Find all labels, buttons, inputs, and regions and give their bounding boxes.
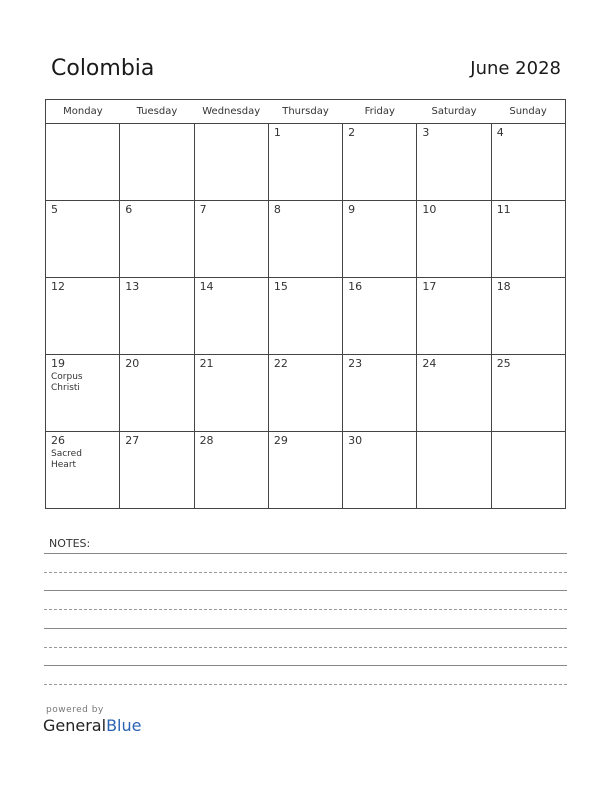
- calendar-day-cell: [491, 124, 565, 201]
- calendar-day-cell: [120, 124, 194, 201]
- day-number: 13: [125, 280, 140, 293]
- weekday-header: Thursday: [268, 100, 342, 124]
- weekday-header: Friday: [343, 100, 417, 124]
- calendar-day-cell: [120, 278, 194, 355]
- calendar-month-year: June 2028: [470, 58, 561, 79]
- calendar-day-cell: [417, 201, 491, 278]
- day-number: 2: [348, 126, 356, 139]
- calendar-day-cell: [268, 278, 342, 355]
- weekday-header: Monday: [46, 100, 120, 124]
- weekday-header-row: [46, 100, 566, 124]
- notes-line: [44, 684, 567, 685]
- calendar-day-cell: [194, 355, 268, 432]
- calendar-day-cell: [343, 278, 417, 355]
- day-number: 11: [496, 203, 511, 216]
- day-number: 15: [273, 280, 288, 293]
- calendar-grid: [45, 99, 566, 509]
- day-number: 30: [348, 434, 363, 447]
- calendar-day-cell: [343, 201, 417, 278]
- notes-line: [44, 665, 567, 666]
- day-number: 7: [199, 203, 207, 216]
- day-number: 19: [51, 357, 65, 370]
- notes-line: [44, 553, 567, 554]
- calendar-day-cell: [194, 278, 268, 355]
- weekday-header: Tuesday: [120, 100, 194, 124]
- calendar-day-cell: [491, 278, 565, 355]
- calendar-day-cell: [491, 432, 565, 509]
- holiday-label: Sacred Heart: [51, 449, 82, 470]
- calendar-day-cell: [194, 124, 268, 201]
- calendar-day-cell: [268, 124, 342, 201]
- calendar-week-row: [46, 278, 566, 355]
- day-number: 8: [273, 203, 281, 216]
- calendar-week-row: [46, 201, 566, 278]
- calendar-day-cell: [46, 124, 120, 201]
- day-number: 3: [422, 126, 430, 139]
- calendar-day-cell: [417, 432, 491, 509]
- powered-by-text: powered by: [46, 705, 104, 715]
- day-number: 24: [422, 357, 437, 370]
- day-number: 21: [199, 357, 214, 370]
- day-number: 1: [273, 126, 281, 139]
- calendar-day-cell: [491, 355, 565, 432]
- weekday-header: Wednesday: [194, 100, 268, 124]
- day-number: 16: [348, 280, 363, 293]
- notes-line: [44, 628, 567, 629]
- notes-label: NOTES:: [49, 537, 91, 550]
- calendar-day-cell: [120, 201, 194, 278]
- day-number: 28: [199, 434, 214, 447]
- notes-line: [44, 647, 567, 648]
- calendar-day-cell: [46, 278, 120, 355]
- day-number: 26: [51, 434, 65, 447]
- calendar-body: [46, 124, 566, 509]
- day-number: 5: [51, 203, 58, 216]
- weekday-header: Saturday: [417, 100, 491, 124]
- day-number: 18: [496, 280, 511, 293]
- calendar-day-cell: [120, 432, 194, 509]
- day-number: 9: [348, 203, 356, 216]
- calendar-day-cell: [46, 355, 120, 432]
- calendar-day-cell: [268, 432, 342, 509]
- day-number: 4: [496, 126, 504, 139]
- calendar-day-cell: [268, 201, 342, 278]
- day-number: 6: [125, 203, 133, 216]
- calendar-day-cell: [120, 355, 194, 432]
- calendar-week-row: [46, 355, 566, 432]
- day-number: 14: [199, 280, 214, 293]
- day-number: 20: [125, 357, 140, 370]
- calendar-day-cell: [417, 124, 491, 201]
- calendar-day-cell: [194, 201, 268, 278]
- day-number: 17: [422, 280, 437, 293]
- calendar-day-cell: [491, 201, 565, 278]
- calendar-day-cell: [417, 278, 491, 355]
- calendar-day-cell: [343, 124, 417, 201]
- day-number: 22: [273, 357, 288, 370]
- calendar-week-row: [46, 124, 566, 201]
- notes-line: [44, 572, 567, 573]
- generalblue-logo[interactable]: [43, 716, 141, 735]
- calendar-country-title: Colombia: [51, 56, 155, 81]
- day-number: 25: [496, 357, 511, 370]
- logo-blue: Blue: [106, 716, 142, 735]
- day-number: 23: [348, 357, 363, 370]
- logo-general: General: [43, 716, 107, 735]
- day-number: 12: [51, 280, 65, 293]
- notes-line: [44, 609, 567, 610]
- calendar-day-cell: [46, 432, 120, 509]
- calendar-day-cell: [268, 355, 342, 432]
- calendar-day-cell: [417, 355, 491, 432]
- calendar-week-row: [46, 432, 566, 509]
- day-number: 10: [422, 203, 437, 216]
- holiday-label: Corpus Christi: [51, 372, 83, 393]
- notes-line: [44, 590, 567, 591]
- weekday-header: Sunday: [491, 100, 565, 124]
- day-number: 27: [125, 434, 140, 447]
- calendar-day-cell: [46, 201, 120, 278]
- calendar-day-cell: [194, 432, 268, 509]
- calendar-day-cell: [343, 355, 417, 432]
- day-number: 29: [273, 434, 288, 447]
- calendar-day-cell: [343, 432, 417, 509]
